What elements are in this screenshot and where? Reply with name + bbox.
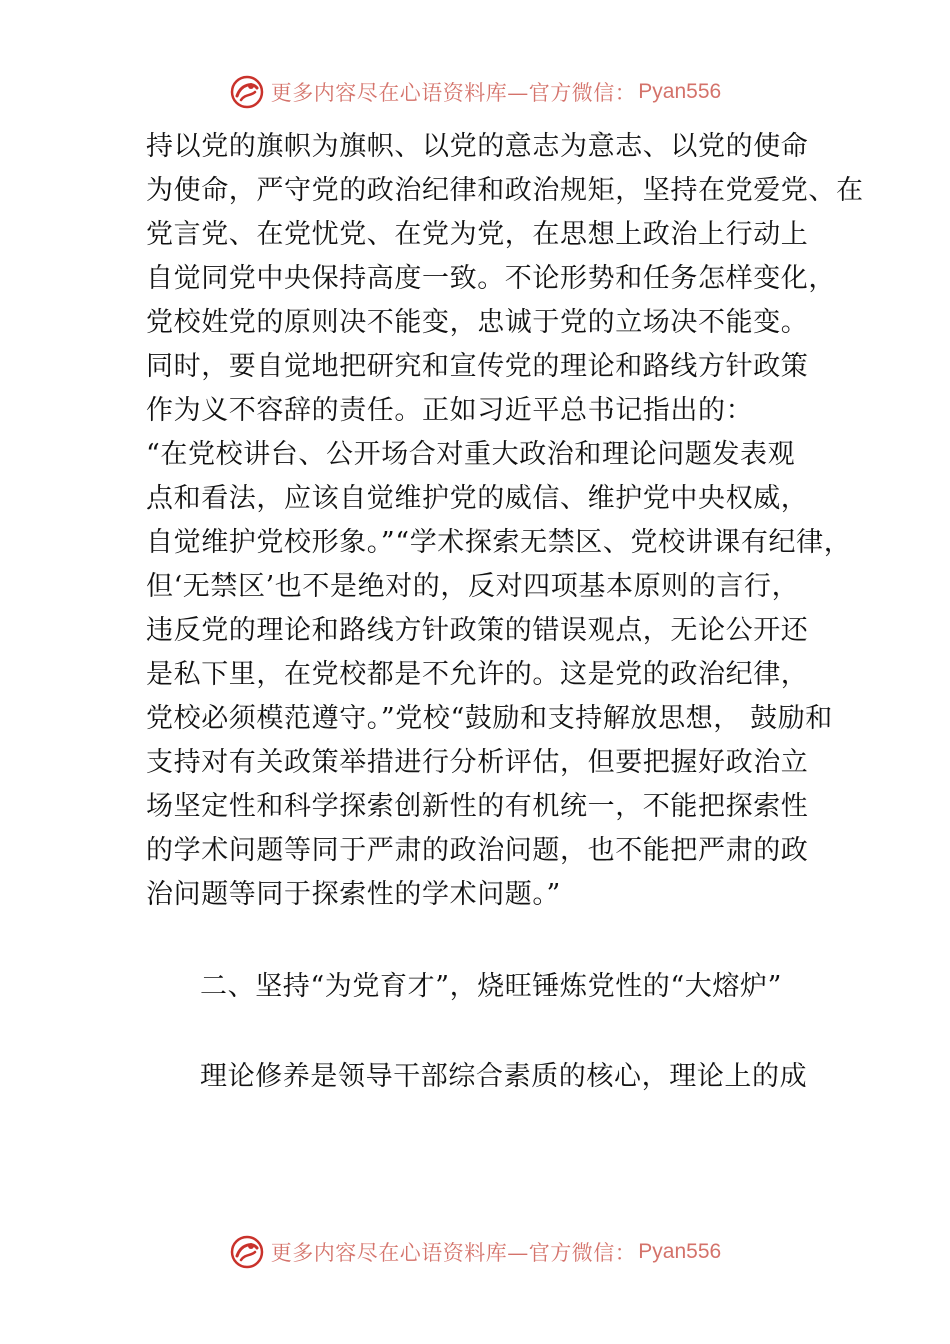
watermark-text: 更多内容尽在心语资料库—官方微信：: [270, 1241, 637, 1265]
watermark-text: 更多内容尽在心语资料库—官方微信：: [270, 81, 637, 105]
body-line: 自觉维护党校形象。”“学术探索无禁区、党校讲课有纪律，: [146, 527, 852, 558]
body-line: 自觉同党中央保持高度一致。不论形势和任务怎样变化，: [146, 263, 836, 294]
logo-icon: [229, 1234, 265, 1270]
body-line: 的学术问题等同于严肃的政治问题，也不能把严肃的政: [146, 835, 809, 866]
body-line: 支持对有关政策举措进行分析评估，但要把握好政治立: [146, 747, 809, 778]
watermark-footer: [0, 1232, 950, 1272]
paragraph-start: 理论修养是领导干部综合素质的核心，理论上的成: [200, 1061, 808, 1092]
body-line: “在党校讲台、公开场合对重大政治和理论问题发表观: [146, 439, 796, 470]
logo-icon: [229, 74, 265, 110]
wechat-id: Pyan556: [638, 80, 722, 103]
section-heading: 二、坚持“为党育才”，烧旺锤炼党性的“大熔炉”: [200, 971, 783, 1002]
body-line: 为使命，严守党的政治纪律和政治规矩，坚持在党爱党、在: [146, 175, 864, 206]
wechat-id: Pyan556: [638, 1240, 722, 1263]
body-line: 是私下里，在党校都是不允许的。这是党的政治纪律，: [146, 659, 809, 690]
body-line: 党言党、在党忧党、在党为党，在思想上政治上行动上: [146, 219, 809, 250]
body-line: 同时，要自觉地把研究和宣传党的理论和路线方针政策: [146, 351, 809, 382]
body-line: 持以党的旗帜为旗帜、以党的意志为意志、以党的使命: [146, 131, 809, 162]
body-line: 场坚定性和科学探索创新性的有机统一，不能把探索性: [146, 791, 809, 822]
body-line: 但‘无禁区’也不是绝对的，反对四项基本原则的言行，: [146, 571, 800, 602]
body-line: 点和看法，应该自觉维护党的威信、维护党中央权威，: [146, 483, 809, 514]
watermark-header: [0, 72, 950, 112]
body-line: 党校必须模范遵守。”党校“鼓励和支持解放思想， 鼓励和: [146, 703, 833, 734]
body-line: 违反党的理论和路线方针政策的错误观点，无论公开还: [146, 615, 809, 646]
body-line: 治问题等同于探索性的学术问题。”: [146, 879, 561, 910]
body-line: 作为义不容辞的责任。正如习近平总书记指出的：: [146, 395, 754, 426]
body-line: 党校姓党的原则决不能变，忠诚于党的立场决不能变。: [146, 307, 809, 338]
